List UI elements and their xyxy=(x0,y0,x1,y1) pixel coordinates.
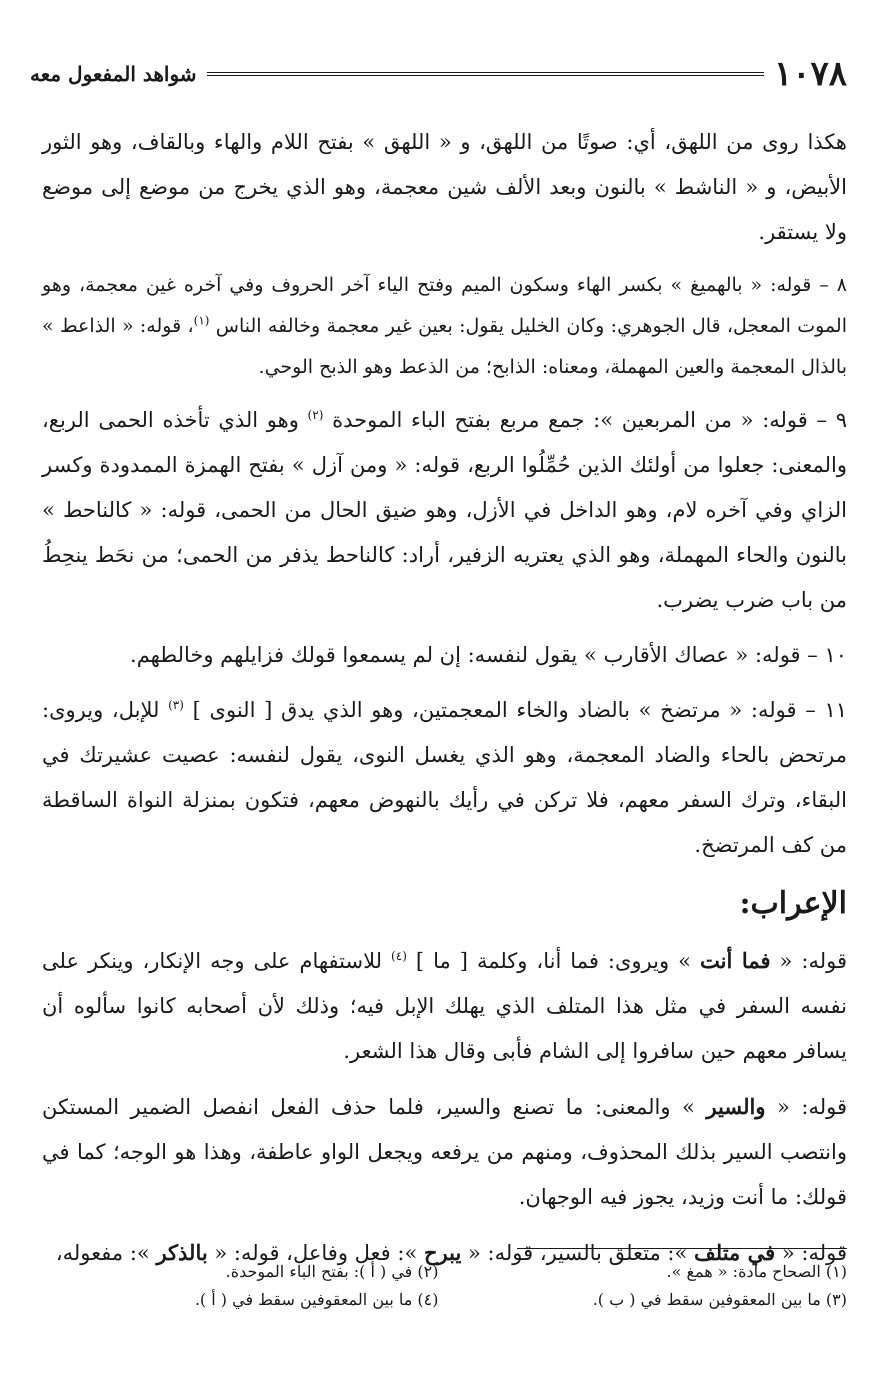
quoted-term: يبرح xyxy=(424,1240,462,1265)
paragraph-note-11 xyxy=(42,688,847,868)
quoted-term: والسير xyxy=(706,1094,766,1119)
paragraph-note-10 xyxy=(42,633,847,678)
paragraph-text: ١١ – قوله: « مرتضخ » بالضاد والخاء المعجمتين، وهو الذي يدق [ النوى ] xyxy=(192,698,847,722)
paragraph-text: ٩ – قوله: « من المربعين »: جمع مربع بفتح الباء الموحدة xyxy=(332,408,847,432)
footnote-2: (٢) في ( أ ): بفتح الباء الموحدة. xyxy=(225,1262,439,1281)
header-rule xyxy=(207,72,764,76)
paragraph-text: ، قوله: « الذاعط » بالذال المعجمة والعين المهملة، ومعناه: الذابح؛ من الذعط وهو الذبح الوحي. xyxy=(42,315,847,378)
paragraph-text: للإبل، ويروى: مرتحض بالحاء والضاد المعجمة، وهو الذي يغسل النوى، يقول لنفسه: عصيت عشيرتك في البقاء، وترك السفر معهم، فلا تركن في رأيك بالنهوض معهم، فتكون بمنزلة النواة الساقطة من كف المرتضخ. xyxy=(42,698,847,857)
paragraph-text: وهو الذي تأخذه الحمى الربع، والمعنى: جعلوا من أولئك الذين حُمِّلُوا الربع، قوله: « ومن آزل » بفتح الهمزة الممدودة وكسر الزاي وفي آخره لام، وهو الداخل في الأزل، وهو ضيق الحال من الحمى، قوله: « كالناحط » بالنون والحاء المهملة، وهو الذي يعتريه الزفير، أراد: كالناحط يذفر من الحمى؛ من نحَط ينحِطُ من باب ضرب يضرب. xyxy=(42,408,847,612)
paragraph-intro xyxy=(42,120,847,255)
paragraph-text: » ويروى: فما أنا، وكلمة [ ما ] xyxy=(406,949,700,973)
quoted-term: في متلف xyxy=(694,1240,776,1265)
footnotes xyxy=(50,1258,847,1314)
paragraph-text: قوله: « xyxy=(770,949,847,973)
paragraph-text: »: فعل وفاعل، قوله: « xyxy=(207,1241,424,1265)
footnote-4: (٤) ما بين المعقوفين سقط في ( أ ). xyxy=(194,1290,439,1309)
main-text xyxy=(42,120,847,1286)
paragraph-text: »: مفعوله، xyxy=(55,1241,157,1265)
paragraph-irab-2 xyxy=(42,1084,847,1220)
footnote-ref: (٣) xyxy=(168,698,184,712)
page-header xyxy=(30,52,847,96)
paragraph-text: ١٠ – قوله: « عصاك الأقارب » يقول لنفسه: إن لم يسمعوا قولك فزايلهم وخالطهم. xyxy=(130,643,847,667)
paragraph-text: » والمعنى: ما تصنع والسير، فلما حذف الفعل انفصل الضمير المستكن وانتصب السير بذلك المحذوف، ومنهم من يرفعه ويجعل الواو عاطفة، وهذا هو الوجه؛ كما في قولك: ما أنت وزيد، يجوز فيه الوجهان. xyxy=(42,1095,847,1209)
paragraph-text: للاستفهام على وجه الإنكار، وينكر على نفسه السفر في مثل هذا المتلف الذي يهلك الإبل فيه؛ وذلك لأن أصحابه كانوا سألوه أن يسافر معهم حين سافروا إلى الشام فأبى وقال هذا الشعر. xyxy=(42,949,847,1063)
paragraph-text: قوله: « xyxy=(775,1241,847,1265)
paragraph-text: »: متعلق بالسير، قوله: « xyxy=(461,1241,695,1265)
footnote-divider xyxy=(517,1248,847,1249)
paragraph-text: قوله: « xyxy=(765,1095,847,1119)
paragraph-note-8 xyxy=(42,265,847,388)
footnote-3: (٣) ما بين المعقوفين سقط في ( ب ). xyxy=(592,1290,847,1309)
quoted-term: فما أنت xyxy=(699,948,771,973)
running-title: شواهد المفعول معه xyxy=(30,62,197,86)
footnote-ref: (١) xyxy=(193,313,210,328)
page-number: ١٠٧٨ xyxy=(773,54,847,94)
section-heading: الإعراب: xyxy=(739,886,847,921)
footnote-1: (١) الصحاح مادة: « همغ ». xyxy=(666,1262,847,1281)
footnote-ref: (٤) xyxy=(391,949,407,963)
paragraph-note-9 xyxy=(42,398,847,623)
paragraph-text: هكذا روى من اللهق، أي: صوتًا من اللهق، و « اللهق » بفتح اللام والهاء وبالقاف، وهو الثور الأبيض، و « الناشط » بالنون وبعد الألف شين معجمة، وهو الذي يخرج من موضع إلى موضع ولا يستقر. xyxy=(42,130,847,244)
paragraph-text: ٨ – قوله: « بالهميغ » بكسر الهاء وسكون الميم وفتح الياء آخر الحروف وفي آخره غين معجمة، وهو الموت المعجل، قال الجوهري: وكان الخليل يقول: بعين غير معجمة وخالفه الناس xyxy=(42,274,847,337)
footnote-ref: (٢) xyxy=(307,408,324,422)
paragraph-irab-1 xyxy=(42,938,847,1074)
quoted-term: بالذكر xyxy=(156,1240,208,1265)
